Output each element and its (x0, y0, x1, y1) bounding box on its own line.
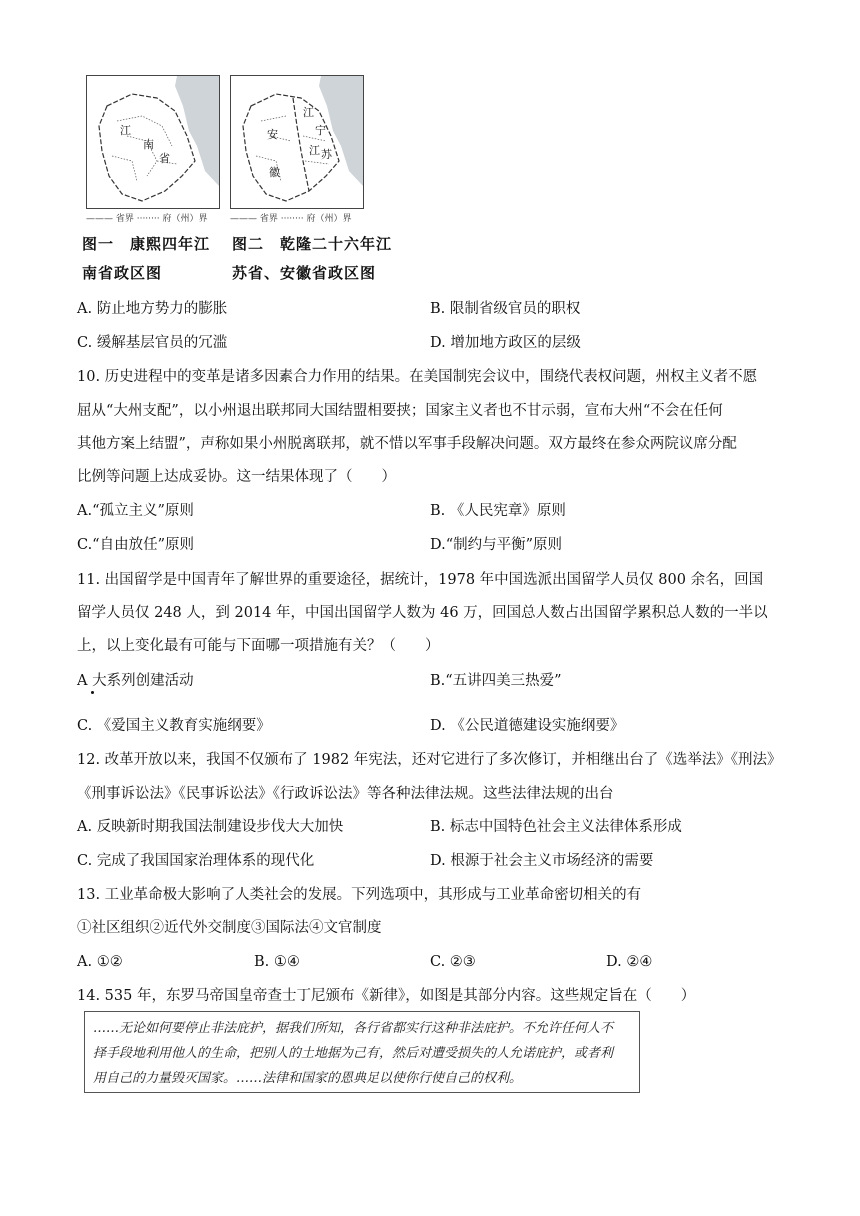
q9-option-c[interactable]: C. 缓解基层官员的冗滥 (77, 335, 228, 351)
map2-label-jiang: 江 (309, 144, 320, 157)
q13-stem-line-1: 13. 工业革命极大影响了人类社会的发展。下列选项中，其形成与工业革命密切相关的有 (77, 887, 642, 903)
map-kangxi-jiangnan (86, 75, 220, 209)
map2-drawing (231, 76, 363, 208)
q12-stem-line-2: 《刑事诉讼法》《民事诉讼法》《行政诉讼法》等各种法律法规。这些法律法规的出台 (77, 786, 614, 802)
map2-label-an: 安 (267, 128, 278, 141)
q14-stem: 14. 535 年，东罗马帝国皇帝查士丁尼颁布《新律》，如图是其部分内容。这些规定旨在（ ） (77, 988, 696, 1004)
q10-option-c[interactable]: C.“自由放任”原则 (77, 537, 195, 553)
map1-label-jiang: 江 (120, 124, 131, 137)
q10-option-d[interactable]: D.“制约与平衡”原则 (430, 537, 563, 553)
q10-stem-line-4: 比例等问题上达成妥协。这一结果体现了（ ） (77, 469, 396, 485)
map1-drawing (87, 76, 219, 208)
map2-legend: ——— 省界 ········ 府（州）界 (230, 214, 352, 224)
map2-label-jiang-top: 江 (303, 106, 314, 119)
q11-stem-line-2: 留学人员仅 248 人，到 2014 年，中国出国留学人数为 46 万，回国总人数占出国留学累积总人数的一半以 (77, 605, 768, 621)
map1-legend: ——— 省界 ········ 府（州）界 (86, 214, 208, 224)
q14-quote-line-3: 用自己的力量毁灭国家。……法律和国家的恩典足以使你行使自己的权利。 (93, 1071, 523, 1086)
map-qianlong-jiangsu-anhui (230, 75, 364, 209)
map2-label-su: 苏 (321, 148, 332, 161)
q9-option-b[interactable]: B. 限制省级官员的职权 (430, 301, 581, 317)
q12-stem-line-1: 12. 改革开放以来，我国不仅颁布了 1982 年宪法，还对它进行了多次修订，并相继出台了《选举法》《刑法》 (77, 752, 782, 768)
q13-stem-line-2: ①社区组织②近代外交制度③国际法④文官制度 (77, 920, 382, 936)
map1-caption-line2: 南省政区图 (82, 264, 163, 282)
q11-option-c[interactable]: C. 《爱国主义教育实施纲要》 (77, 718, 271, 734)
q12-option-c[interactable]: C. 完成了我国国家治理体系的现代化 (77, 853, 315, 869)
q13-option-c[interactable]: C. ②③ (430, 954, 476, 970)
q11-option-d[interactable]: D. 《公民道德建设实施纲要》 (430, 718, 625, 734)
q12-option-d[interactable]: D. 根源于社会主义市场经济的需要 (430, 853, 654, 869)
q9-option-a[interactable]: A. 防止地方势力的膨胀 (77, 301, 228, 317)
map1-label-sheng: 省 (159, 152, 170, 165)
q11-stem-line-3: 上，以上变化最有可能与下面哪一项措施有关？（ ） (77, 638, 440, 654)
q9-option-d[interactable]: D. 增加地方政区的层级 (430, 335, 581, 351)
q11-stem-line-1: 11. 出国留学是中国青年了解世界的重要途径，据统计，1978 年中国选派出国留学人员仅 800 余名，回国 (77, 572, 764, 588)
q14-quote-box (84, 1011, 640, 1093)
q10-stem-line-2: 屈从“大州支配”，以小州退出联邦同大国结盟相要挟；国家主义者也不甘示弱，宣布大州“不会在任何 (77, 403, 723, 419)
q10-stem-line-3: 其他方案上结盟”，声称如果小州脱离联邦，就不惜以军事手段解决问题。双方最终在参众两院议席分配 (77, 436, 737, 452)
q11-option-b[interactable]: B.“五讲四美三热爱” (430, 673, 562, 689)
q11-option-a[interactable]: A 大系列创建活动 (77, 673, 194, 689)
q12-option-b[interactable]: B. 标志中国特色社会主义法律体系形成 (430, 819, 682, 835)
map2-label-ning: 宁 (315, 124, 326, 137)
map2-caption-line2: 苏省、安徽省政区图 (232, 264, 377, 282)
q14-quote-line-1: ……无论如何要停止非法庇护，据我们所知，各行省都实行这种非法庇护。不允许任何人不 (93, 1021, 614, 1036)
q12-option-a[interactable]: A. 反映新时期我国法制建设步伐大大加快 (77, 819, 344, 835)
q13-option-d[interactable]: D. ②④ (606, 954, 653, 970)
map1-caption-line1: 图一 康熙四年江 (82, 235, 211, 253)
q10-option-a[interactable]: A.“孤立主义”原则 (77, 503, 194, 519)
q11-option-a-dot (91, 691, 94, 694)
q10-stem-line-1: 10. 历史进程中的变革是诸多因素合力作用的结果。在美国制宪会议中，围绕代表权问题，州权主义者不愿 (77, 369, 758, 385)
map1-label-nan: 南 (143, 138, 154, 151)
q13-option-b[interactable]: B. ①④ (254, 954, 300, 970)
q13-option-a[interactable]: A. ①② (77, 954, 123, 970)
map2-label-hui: 徽 (269, 166, 280, 179)
q14-quote-line-2: 择手段地利用他人的生命，把别人的土地据为己有，然后对遭受损失的人允诺庇护，或者利 (93, 1046, 614, 1061)
q10-option-b[interactable]: B. 《人民宪章》原则 (430, 503, 566, 519)
map2-caption-line1: 图二 乾隆二十六年江 (232, 235, 393, 253)
